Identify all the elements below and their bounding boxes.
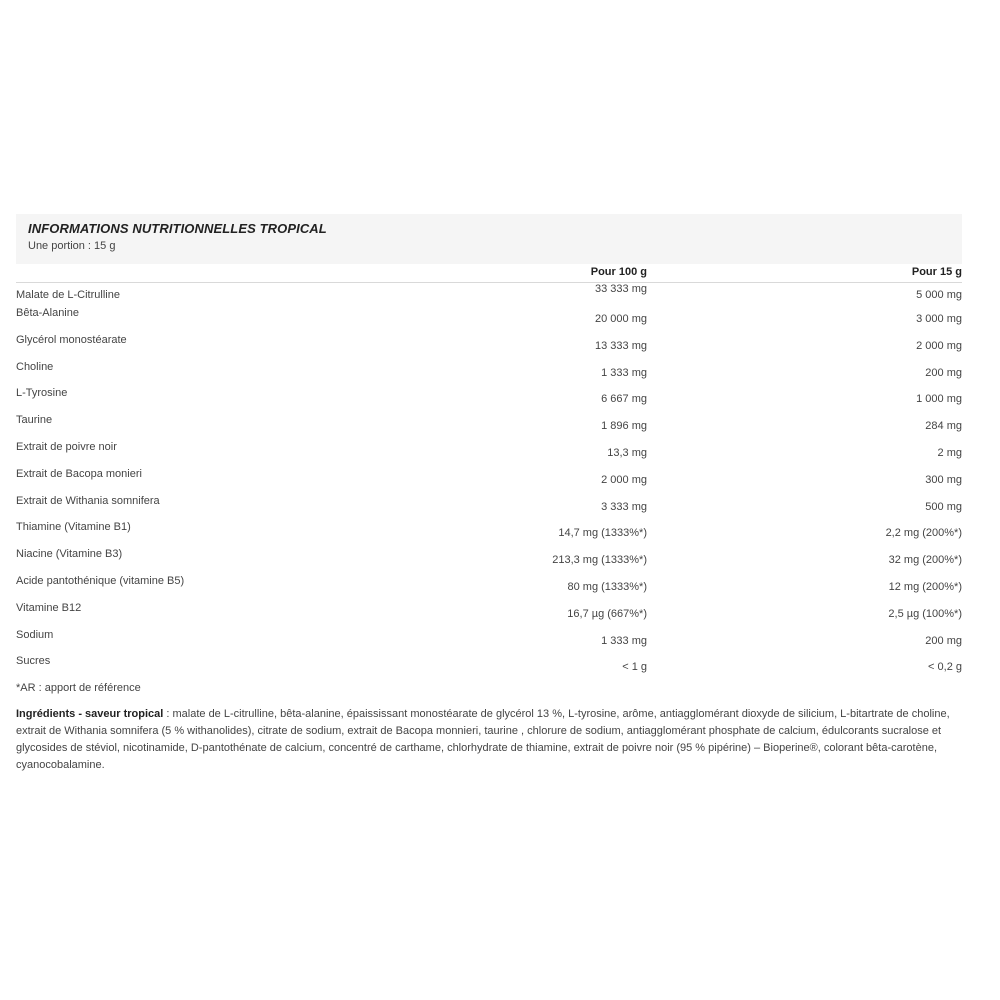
table-row [16,383,962,410]
table-row [16,357,962,384]
value-per-15g: 3 000 mg [916,313,962,325]
table-row [16,651,962,678]
nutrient-name: Acide pantothénique (vitamine B5) [16,574,185,587]
table-row [16,437,962,464]
nutrient-name: Vitamine B12 [16,601,82,614]
value-per-100g: 33 333 mg [595,283,647,295]
value-per-100g: 14,7 mg (1333%*) [558,527,647,540]
table-column-headers [16,264,962,283]
nutrient-name: Extrait de poivre noir [16,440,117,453]
value-per-15g: 12 mg (200%*) [888,580,962,593]
nutrition-panel [16,214,962,774]
ingredients-label: Ingrédients - saveur tropical [16,708,164,721]
value-per-15g: 200 mg [925,366,962,379]
value-per-100g: 16,7 µg (667%*) [567,607,647,620]
value-per-15g: 500 mg [925,500,962,513]
nutrient-name: Choline [16,360,54,373]
table-row [16,283,962,303]
value-per-15g: < 0,2 g [928,661,962,674]
table-row [16,571,962,598]
column-header-100g: Pour 100 g [590,266,647,278]
table-row [16,491,962,518]
nutrient-name: Bêta-Alanine [16,307,79,319]
column-header-15g: Pour 15 g [911,266,962,278]
nutrient-name: Sodium [16,628,54,641]
table-row [16,303,962,330]
value-per-100g: 80 mg (1333%*) [567,580,647,593]
value-per-15g: 200 mg [925,634,962,647]
nutrition-title: INFORMATIONS NUTRITIONNELLES TROPICAL [28,221,327,236]
value-per-15g: 300 mg [925,473,962,486]
value-per-15g: 1 000 mg [916,393,962,406]
value-per-100g: 1 333 mg [601,634,647,647]
table-row [16,464,962,491]
value-per-15g: 2 mg [937,446,962,459]
table-row [16,544,962,571]
value-per-100g: 2 000 mg [601,473,647,486]
nutrient-name: Taurine [16,414,53,427]
nutrient-name: Sucres [16,655,51,668]
value-per-100g: 13,3 mg [607,446,647,459]
nutrient-name: Extrait de Withania somnifera [16,494,160,507]
ingredients-list: : malate de L-citrulline, bêta-alanine, épaississant monostéarate de glycérol 13 %, L-tyrosine, arôme, antiagglomérant dioxyde de silicium, L-bitartrate de choline, extrait de Withania somnifera (5 % withanolides), citrate de sodium, extrait de Bacopa monnieri, taurine , chlorure de sodium, antiagglomérant phosphate de calcium, édulcorants sucralose et glycosides de stéviol, nicotinamide, D-pantothénate de calcium, concentré de carthame, chlorhydrate de thiamine, extrait de poivre noir (95 % pipérine) – Bioperine®, colorant bêta-carotène, cyanocobalamine. [16,708,950,772]
serving-size: Une portion : 15 g [28,240,116,252]
nutrient-name: Thiamine (Vitamine B1) [16,521,131,534]
nutrient-name: Malate de L-Citrulline [16,289,120,301]
value-per-100g: 6 667 mg [601,393,647,406]
nutrient-name: Extrait de Bacopa monieri [16,467,142,480]
value-per-15g: 5 000 mg [916,289,962,301]
value-per-100g: 213,3 mg (1333%*) [552,554,647,567]
footnote: *AR : apport de référence [16,682,141,695]
value-per-100g: 1 896 mg [601,420,647,433]
ingredients-text [16,706,962,774]
value-per-100g: 13 333 mg [595,339,647,352]
value-per-100g: 3 333 mg [601,500,647,513]
nutrient-name: Niacine (Vitamine B3) [16,548,123,561]
value-per-15g: 284 mg [925,420,962,433]
nutrition-table-body [16,283,962,678]
value-per-15g: 2 000 mg [916,339,962,352]
nutrition-header [16,214,962,264]
value-per-100g: < 1 g [622,661,647,674]
table-row [16,598,962,625]
value-per-100g: 20 000 mg [595,313,647,325]
value-per-100g: 1 333 mg [601,366,647,379]
nutrient-name: Glycérol monostéarate [16,333,127,346]
table-row [16,330,962,357]
table-row [16,625,962,652]
nutrient-name: L-Tyrosine [16,387,68,400]
table-row [16,410,962,437]
value-per-15g: 2,5 µg (100%*) [888,607,962,620]
value-per-15g: 2,2 mg (200%*) [885,527,962,540]
value-per-15g: 32 mg (200%*) [888,554,962,567]
table-row [16,517,962,544]
